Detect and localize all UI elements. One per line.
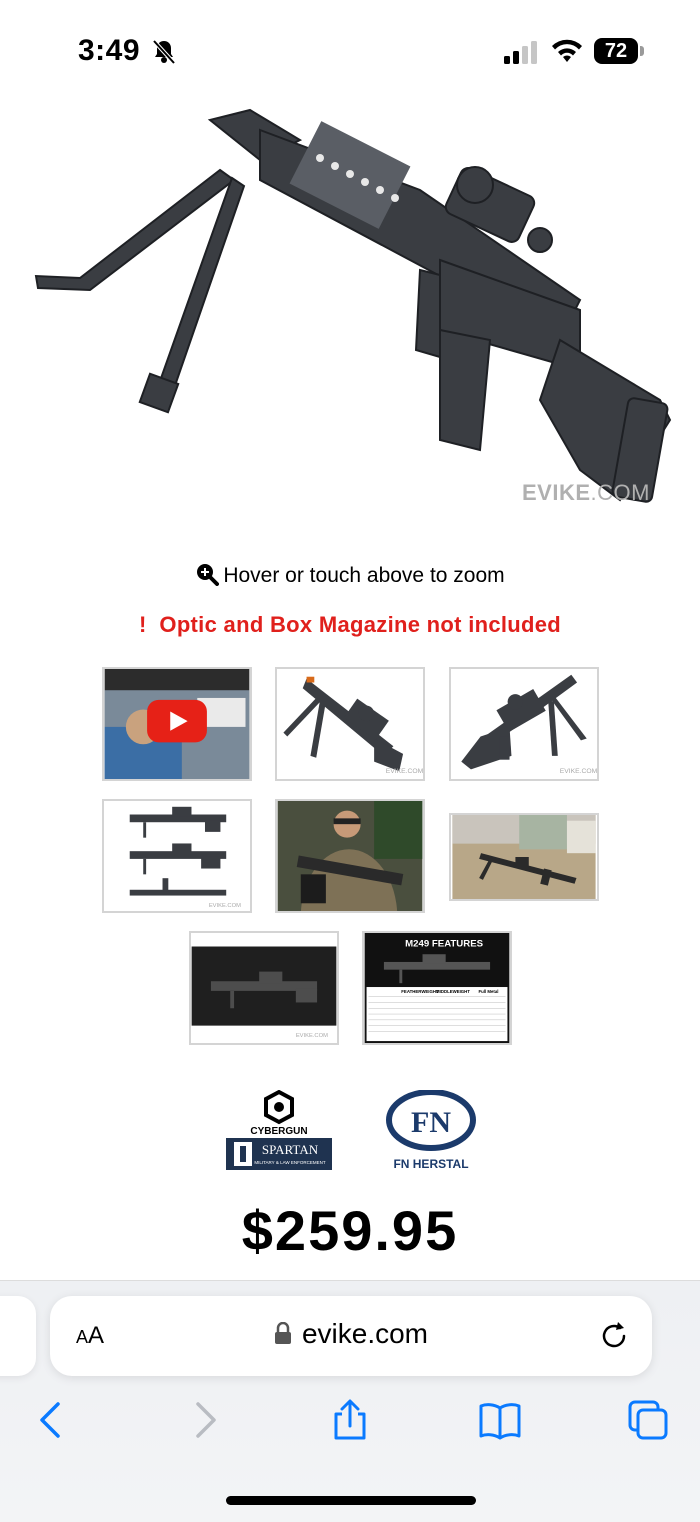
thumbnail-configurations[interactable] [102,799,252,913]
fn-herstal-text: FN HERSTAL [393,1157,469,1171]
thumb-watermark: EVIKE.COM [559,768,597,776]
features-col-1: FEATHERWEIGHT [401,988,439,994]
url-display[interactable] [50,1318,652,1350]
zoom-hint-text: Hover or touch above to zoom [223,564,505,587]
thumbnail-left-view[interactable] [275,667,425,781]
status-bar [0,0,700,100]
warning-text: Optic and Box Magazine not included [159,612,562,637]
video-preview-image [104,669,250,779]
cellular-signal-icon [502,40,538,64]
product-price: $259.95 [241,1199,459,1262]
spartan-subtext: MILITARY & LAW ENFORCEMENT [254,1160,326,1165]
rifle-configurations-image [104,801,250,911]
thumb-watermark: EVIKE.COM [385,768,423,776]
evike-watermark [522,480,650,506]
cybergun-text: CYBERGUN [250,1126,308,1137]
watermark-brand: EVIKE [522,480,591,505]
previous-tab-preview[interactable] [0,1296,36,1376]
aa-big: A [88,1322,105,1349]
bell-muted-icon [150,38,178,66]
wifi-icon [550,38,584,64]
thumbnail-features[interactable] [362,931,512,1045]
rifle-right-image [451,669,597,779]
back-button[interactable] [30,1398,74,1442]
battery-indicator [594,38,644,64]
status-time: 3:49 [78,34,141,67]
features-title: M249 FEATURES [405,938,484,950]
url-text: evike.com [301,1318,429,1349]
forward-button[interactable] [182,1398,226,1442]
spartan-text: SPARTAN [261,1142,319,1157]
rifle-on-ground-image [451,815,597,899]
address-bar[interactable] [50,1296,652,1376]
thumbnail-dark[interactable] [189,931,339,1045]
thumb-watermark: EVIKE.COM [295,1033,328,1040]
rifle-dark-image [191,933,337,1043]
svg-text:FN: FN [411,1106,451,1139]
thumbnail-ground[interactable] [449,813,599,901]
lock-icon [274,1322,292,1344]
thumb-watermark: EVIKE.COM [208,903,241,910]
rifle-left-image [277,669,423,779]
battery-cap [640,46,644,56]
features-col-2: MIDDLEWEIGHT [436,988,470,994]
warning-mark: ! [138,612,147,637]
thumbnail-video[interactable] [102,667,252,781]
reload-icon[interactable] [598,1320,630,1352]
warning-notice [0,612,700,638]
watermark-suffix: .COM [590,480,650,505]
home-indicator [226,1496,476,1505]
product-main-image[interactable] [20,100,680,520]
bookmarks-button[interactable] [478,1398,522,1442]
thumbnail-soldier[interactable] [275,799,425,913]
thumbnail-right-view[interactable] [449,667,599,781]
share-button[interactable] [328,1398,372,1442]
fn-herstal-logo [384,1090,478,1172]
features-chart-image [364,933,510,1043]
battery-level: 72 [594,38,638,64]
aa-small: A [76,1327,89,1347]
zoom-hint [0,562,700,588]
zoom-in-icon [195,562,219,586]
cybergun-spartan-logo [224,1090,334,1172]
features-col-3: Full Metal [478,988,499,994]
soldier-image [277,801,423,911]
tabs-button[interactable] [626,1398,670,1442]
